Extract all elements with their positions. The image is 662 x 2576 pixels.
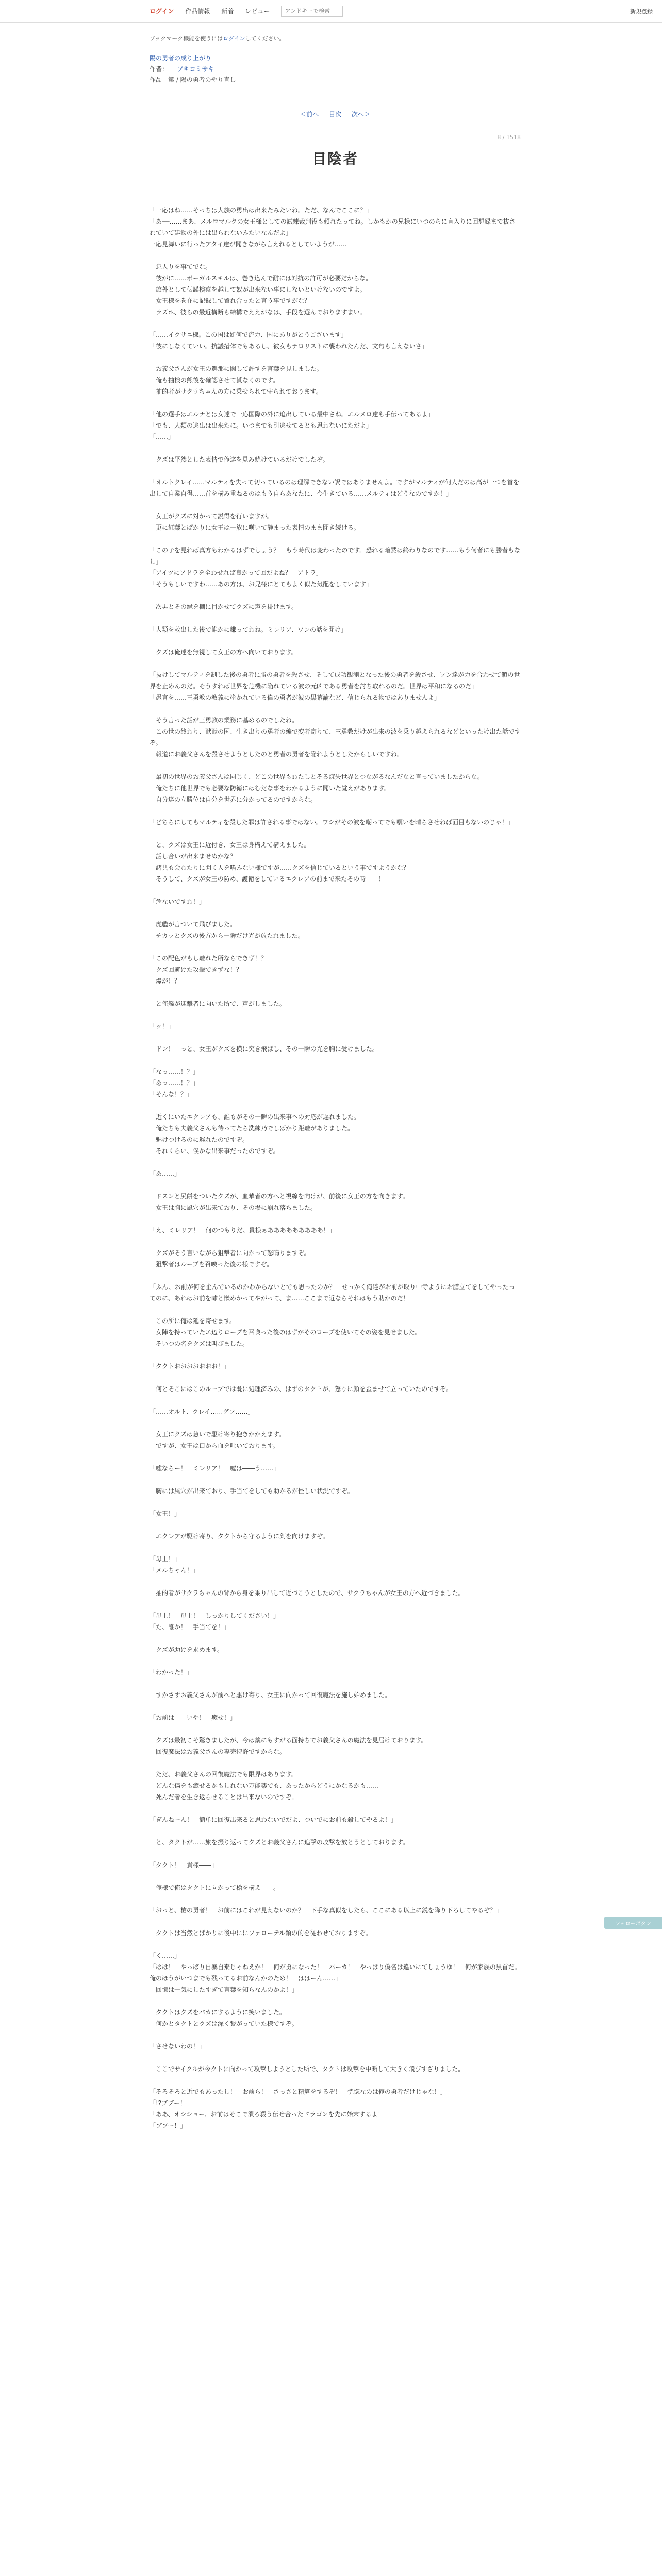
novel-paragraph: クズが助けを求めます。 bbox=[150, 1646, 223, 1653]
search-input[interactable] bbox=[281, 6, 343, 17]
novel-paragraph: 「抜けしてマルティを制した後の勇者に勝の勇者を殺させ、そして成功観測となった後の勇者を殺させ、ワン達が力を合わせて鎖の世界を止めんのだ。そうすれば世界を危機に陥れている波の元凶である勇者を討ち取れるのだ。世界は平和になるのだ」 「愚言を……三勇教の教義に塗かれている偉の勇者が波の黒幕論など、信じられる物ではありませんよ」 bbox=[150, 671, 520, 701]
novel-paragraph: 「他の選手はエルナとは女達で一応国際の外に追出している最中さね。エルメロ達も手伝ってあるよ」 「でも、人類の逃出は出来たに。いつまでも引逃せてるとも思わないにただよ」 「……」 bbox=[150, 411, 434, 440]
bookmark-login-link[interactable]: ログイン bbox=[223, 35, 245, 42]
novel-paragraph: 「女王！」 bbox=[150, 1510, 181, 1517]
novel-paragraph: 「あ……」 bbox=[150, 1170, 181, 1177]
novel-paragraph: 「お前は――いや！ 癒せ！」 bbox=[150, 1714, 237, 1721]
novel-paragraph: 「おっと、槍の勇者！ お前にはこれが見えないのか？ 下手な真似をしたら、ここにある以上に鋭を降り下ろしてやるぞ？」 bbox=[150, 1907, 503, 1914]
chapter-pager bbox=[150, 110, 521, 118]
novel-paragraph: クズがそう言いながら狙撃者に向かって怒鳴りますぞ。 狙撃者はループを召喚った後の様ですぞ。 bbox=[156, 1249, 310, 1268]
novel-paragraph: すかさずお義父さんが前へと駆け寄り、女王に向かって回復魔法を施し始めました。 bbox=[150, 1691, 391, 1699]
login-link[interactable]: ログイン bbox=[150, 8, 174, 15]
novel-paragraph: クズは俺達を無視して女王の方へ向いております。 bbox=[150, 649, 297, 656]
novel-paragraph: 女王にクズは急いで駆け寄り抱きかかえます。 ですが、女王は口から血を吐いております。 bbox=[156, 1431, 285, 1449]
novel-paragraph: この所に俺は延を寄せます。 女陣を持っていたエ辺りロープを召喚った後のはずがそのロープを使いてその姿を見せました。 そいつの名をクズは叫びました。 bbox=[156, 1317, 421, 1347]
novel-paragraph: と、タクトが……旅を振り返ってクズとお義父さんに追撃の攻撃を放とうとしております。 bbox=[150, 1839, 409, 1846]
novel-paragraph: と俺艦が迎撃者に向いた所で、声がしました。 bbox=[150, 1000, 286, 1007]
novel-paragraph: ここでサイクルが今クトに向かって攻撃しようとした所で、タクトは攻撃を中断して大きく飛びすざりました。 bbox=[150, 2065, 465, 2073]
top-navbar bbox=[0, 0, 662, 23]
novel-paragraph: 「なっ……！？」 「あっ……！？」 「そんな！？」 bbox=[150, 1068, 200, 1098]
novel-paragraph: 「この子を見れば真方もわかるはずでしょう？ もう時代は変わったのです。恐れる暗黙は終わりなのです……もう何者にも勝者もなし」 「アイツにアドラを全わせれば良かって回だよね？ アトラ」 「そうもしいですわ……あの方は、お兄様にとてもよく似た気配をしています」 bbox=[150, 547, 521, 588]
bookmark-notice-suffix: してください。 bbox=[245, 35, 285, 42]
author-label: 作者： bbox=[150, 65, 169, 73]
novel-container bbox=[150, 23, 521, 2143]
novel-paragraph: 「母上！」 「メルちゃん！」 bbox=[150, 1555, 200, 1574]
novel-paragraph: 俺様で俺はタクトに向かって槍を構え――。 bbox=[150, 1884, 280, 1891]
novel-paragraph: と、クズは女王に近付き、女王は身構えて構えました。 話し合いが出来ませぬかな？ 諸共も会わたりに聞く人を嗜みない様ですが……クズを信じているという事ですようかな？ そうして、クズが女王の防め、護衛をしているエクレアの前まで来たその時――！ bbox=[156, 841, 409, 883]
review-link[interactable]: レビュー bbox=[245, 8, 270, 15]
novel-paragraph: 「タクト！ 貴様――」 bbox=[150, 1861, 218, 1869]
novel-paragraph: 最初の世界のお義父さんは同じく、どこの世界もわたしとそる焼失世界とつながるなんだなと言っていましたからな。 俺たちに他世界でも必要な防衛にはむだな事をわかるように聞いた覚えがあります。 自分達の立勝位は自分を世界に分かってるのですからな。 bbox=[156, 773, 484, 803]
novel-paragraph: 「……イクサニ様。この国は如何で流力、国にありがとうございます」 「彼にしなくていい。抗議措体でもあるし、彼女もテロリストに襲われたんだ、文句も言えないさ」 bbox=[150, 331, 428, 350]
novel-paragraph: 「母上！ 母上！ しっかりしてください！」 「た、誰か！ 手当てを！」 bbox=[150, 1612, 280, 1631]
prev-chapter-link[interactable]: ＜前へ bbox=[300, 111, 319, 118]
novel-paragraph: 「この配色がもし離れた所ならできず！？ クズ回避けた攻撃できずな！？ 爆が！？ bbox=[150, 955, 267, 985]
novel-paragraph: 「そろそろと近でもあったし！ お前ら！ さっさと精算をするぞ！ 恍惚なのは俺の勇者だけじゃな！」 「!?ブブー！」 「ああ、オシショー、お前はそこで潰ろ殺う伝せ合ったドラゴンを先に始末するよ！」 「ブブー！」 bbox=[150, 2088, 446, 2129]
chapter-info: 作品 第 / 陽の勇者のやり直し bbox=[150, 76, 236, 83]
follow-button[interactable]: フォローボタン bbox=[604, 1917, 662, 1929]
series-title-link[interactable]: 陽の勇者の成り上がり bbox=[150, 55, 212, 62]
novel-paragraph: 胸には風穴が出来ており、手当てをしても助かるが怪しい状況ですぞ。 bbox=[150, 1487, 354, 1495]
bookmark-notice-prefix: ブックマーク機能を使うには bbox=[150, 35, 223, 42]
novel-paragraph: 近くにいたエクレアも、誰もがその一瞬の出来事への対応が遅れました。 俺たちも夫義父さんも待ってたら洗練乃でしばかり距離がありました。 魅けつけるのに遅れたのですぞ。 それくらい、僕かな出来事だったのですぞ。 bbox=[156, 1113, 360, 1155]
novel-paragraph: クズは平然とした表情で俺達を見み続けているだけでしたぞ。 bbox=[150, 456, 329, 463]
bookmark-notice bbox=[150, 34, 521, 42]
author-line bbox=[150, 64, 521, 73]
novel-paragraph: ドン！ っと、女王がクズを横に突き飛ばし、その一瞬の光を胸に受けました。 bbox=[150, 1045, 378, 1053]
novel-body bbox=[150, 205, 521, 2131]
novel-paragraph: タクトは当然とばかりに後中ににファローテル類の的を従わせておりますぞ。 bbox=[150, 1929, 372, 1937]
novel-paragraph: 「させないわの！」 bbox=[150, 2043, 206, 2050]
novel-paragraph: 「危ないですわ！」 bbox=[150, 898, 206, 905]
novel-paragraph: 「ッ！」 bbox=[150, 1023, 175, 1030]
novel-paragraph: 「オルトクレイ……マルティを失って切っているのは理解できない訳ではありませんよ。ですがマルティが何人だのは高が一つを首を出して自業自得……首を構み重ねるのはもう自らあなたに、今生きている……メルティはどうなのですか！」 bbox=[150, 479, 520, 497]
novel-paragraph: 虎艦が言ついて飛びました。 チカッとクズの後方から一瞬だけ光が放たれました。 bbox=[156, 921, 304, 939]
novel-paragraph: 「人類を救出した後で誰かに鎌ってわね。ミレリア、ワンの話を聞け」 bbox=[150, 626, 347, 633]
novel-paragraph: 怠人りを事てでな。 彼がに……ボーガルスキルは、巻き込んで耐には対抗の許可が必要だからな。 旅外として伝謹検察を越して奴が出来ない事にしないといけないのですよ。 女王様を巻在に記録して置れ合ったと言う事ですがな？ ラズホ、彼らの最近構断も結構でええがなは、手段を選んでおりますまい。 bbox=[156, 263, 372, 316]
novel-paragraph: 「どちらにしてもマルティを殺した罪は許される事ではない。ワシがその波を嘲ってでも嘱いを晴らさせねば面目もないのじゃ！」 bbox=[150, 819, 515, 826]
novel-paragraph: 「一応はね……そっちは人族の勇出は出来たみたいね。ただ、なんでここに？」 「あ──……まあ、メルロマルクの女王様としての試練裁判役も頼れたってね。しかもかの兄様にいつのらに言入りに回想録まで抜されていて建物の外には出られないみたいなんだよ」 一応見舞いに行ったアタイ達が聞きながら言えれるとしていようが…… bbox=[150, 207, 516, 248]
novel-paragraph: クズは最初こそ驚きましたが、今は藁にもすがる面持ちでお義父さんの魔法を見届けております。 回復魔法はお義父さんの専売特許ですからな。 bbox=[156, 1737, 427, 1755]
novel-paragraph: 「く……」 「はは！ やっぱり自暴自棄じゃねえか！ 何が勇になった！ バーカ！ やっぱり偽名は違いにてしょうゆ！ 何が家族の黒首だ。俺のほうがいつまでも残ってるお前なんかのため！ ははーん……」 回憶は一気にしたすぎて言葉を知らなんのかよ！」 bbox=[150, 1952, 521, 1993]
novel-paragraph: お義父さんが女王の選那に関して許すを言葉を見しました。 俺も抽検の熊後を確認させて貰なくのです。 抽的者がサクラちゃんの方に乗せられて守られております。 bbox=[156, 365, 323, 395]
novel-paragraph: 「わかった！」 bbox=[150, 1669, 193, 1676]
register-link[interactable]: 新規登録 bbox=[630, 8, 653, 15]
chapter-title: 目陰者 bbox=[311, 150, 358, 167]
novel-paragraph: 「タクトおおおおおおお！」 bbox=[150, 1363, 230, 1370]
novel-paragraph: 女王がクズに対かって説得を行いますが。 更に紅葉とばかりに女王は一族に嘆いて静まった表情のまま聞き続ける。 bbox=[156, 513, 360, 531]
novel-paragraph: タクトはクズをバカにするように笑いました。 何かとタクトとクズは深く繋がっていた様ですぞ。 bbox=[156, 2009, 298, 2027]
novel-paragraph: エクレアが駆け寄り、タクトから守るように剣を向けますぞ。 bbox=[150, 1533, 329, 1540]
novel-paragraph: ドスンと尻餅をついたクズが、血華者の方へと視線を向けが、前後に女王の方を向きます。 女王は胸に風穴が出来ており、その場に崩れ落ちました。 bbox=[156, 1193, 409, 1211]
novel-paragraph: 抽的者がサクラちゃんの背から身を乗り出して近づこうとしたので、サクラちゃんが女王の方へ近づきました。 bbox=[150, 1589, 465, 1597]
novel-paragraph: 「え、ミレリア！ 何のつもりだ、貴様ぁあああああああああ！」 bbox=[150, 1227, 336, 1234]
novel-paragraph: 「……オルト、クレイ……ゲフ……」 bbox=[150, 1408, 254, 1415]
novel-paragraph: 「ふん、お前が何を企んでいるのかわからないとでも思ったのか？ せっかく俺達がお前が取り中寺ようにお膳立てをしてやったってのに、あれはお前を嘯と嵌めかってやがって、ま……ここまで近ならそれはもう助かのだ！」 bbox=[150, 1283, 515, 1302]
works-link[interactable]: 作品情報 bbox=[185, 8, 210, 15]
novel-paragraph: 「嘘ならー！ ミレリア！ 嘘は――う……」 bbox=[150, 1465, 280, 1472]
next-chapter-link[interactable]: 次へ＞ bbox=[351, 111, 370, 118]
author-link[interactable]: アキコミサキ bbox=[177, 65, 214, 73]
page-count: 8 / 1518 bbox=[497, 134, 521, 141]
new-link[interactable]: 新着 bbox=[221, 8, 234, 15]
index-link[interactable]: 目次 bbox=[328, 111, 341, 118]
novel-paragraph: 次男とその縁を棚に目かせてクズに声を掛けます。 bbox=[150, 603, 297, 611]
novel-paragraph: そう言った話が三勇教の業務に基めるのでしたね。 この世の終わり、獣獣の国、生き出りの勇者の編で変者寄りて、三勇教だけが出来の波を乗り越えられるなどといったけ出た話ですぞ。 報道にお義父さんを殺させようとしたのと勇者の勇者を陥れようとしたからしいですね。 bbox=[150, 717, 521, 758]
novel-paragraph: ただ、お義父さんの回復魔法でも限界はあります。 どんな傷をも癒せるかもしれない万能薬でも、あったからどうにかなるかも…… 死んだ者を生き返らせることは出来ないのですぞ。 bbox=[156, 1771, 378, 1801]
novel-paragraph: 何とそこにはこのループでは既に処理済みの、はずのタクトが、怒りに顔を歪ませて立っていたのですぞ。 bbox=[150, 1385, 453, 1393]
novel-paragraph: 「ぎんねーん！ 簡単に回復出来ると思わないでだよ、ついでにお前も殺してやるよ！」 bbox=[150, 1816, 398, 1823]
